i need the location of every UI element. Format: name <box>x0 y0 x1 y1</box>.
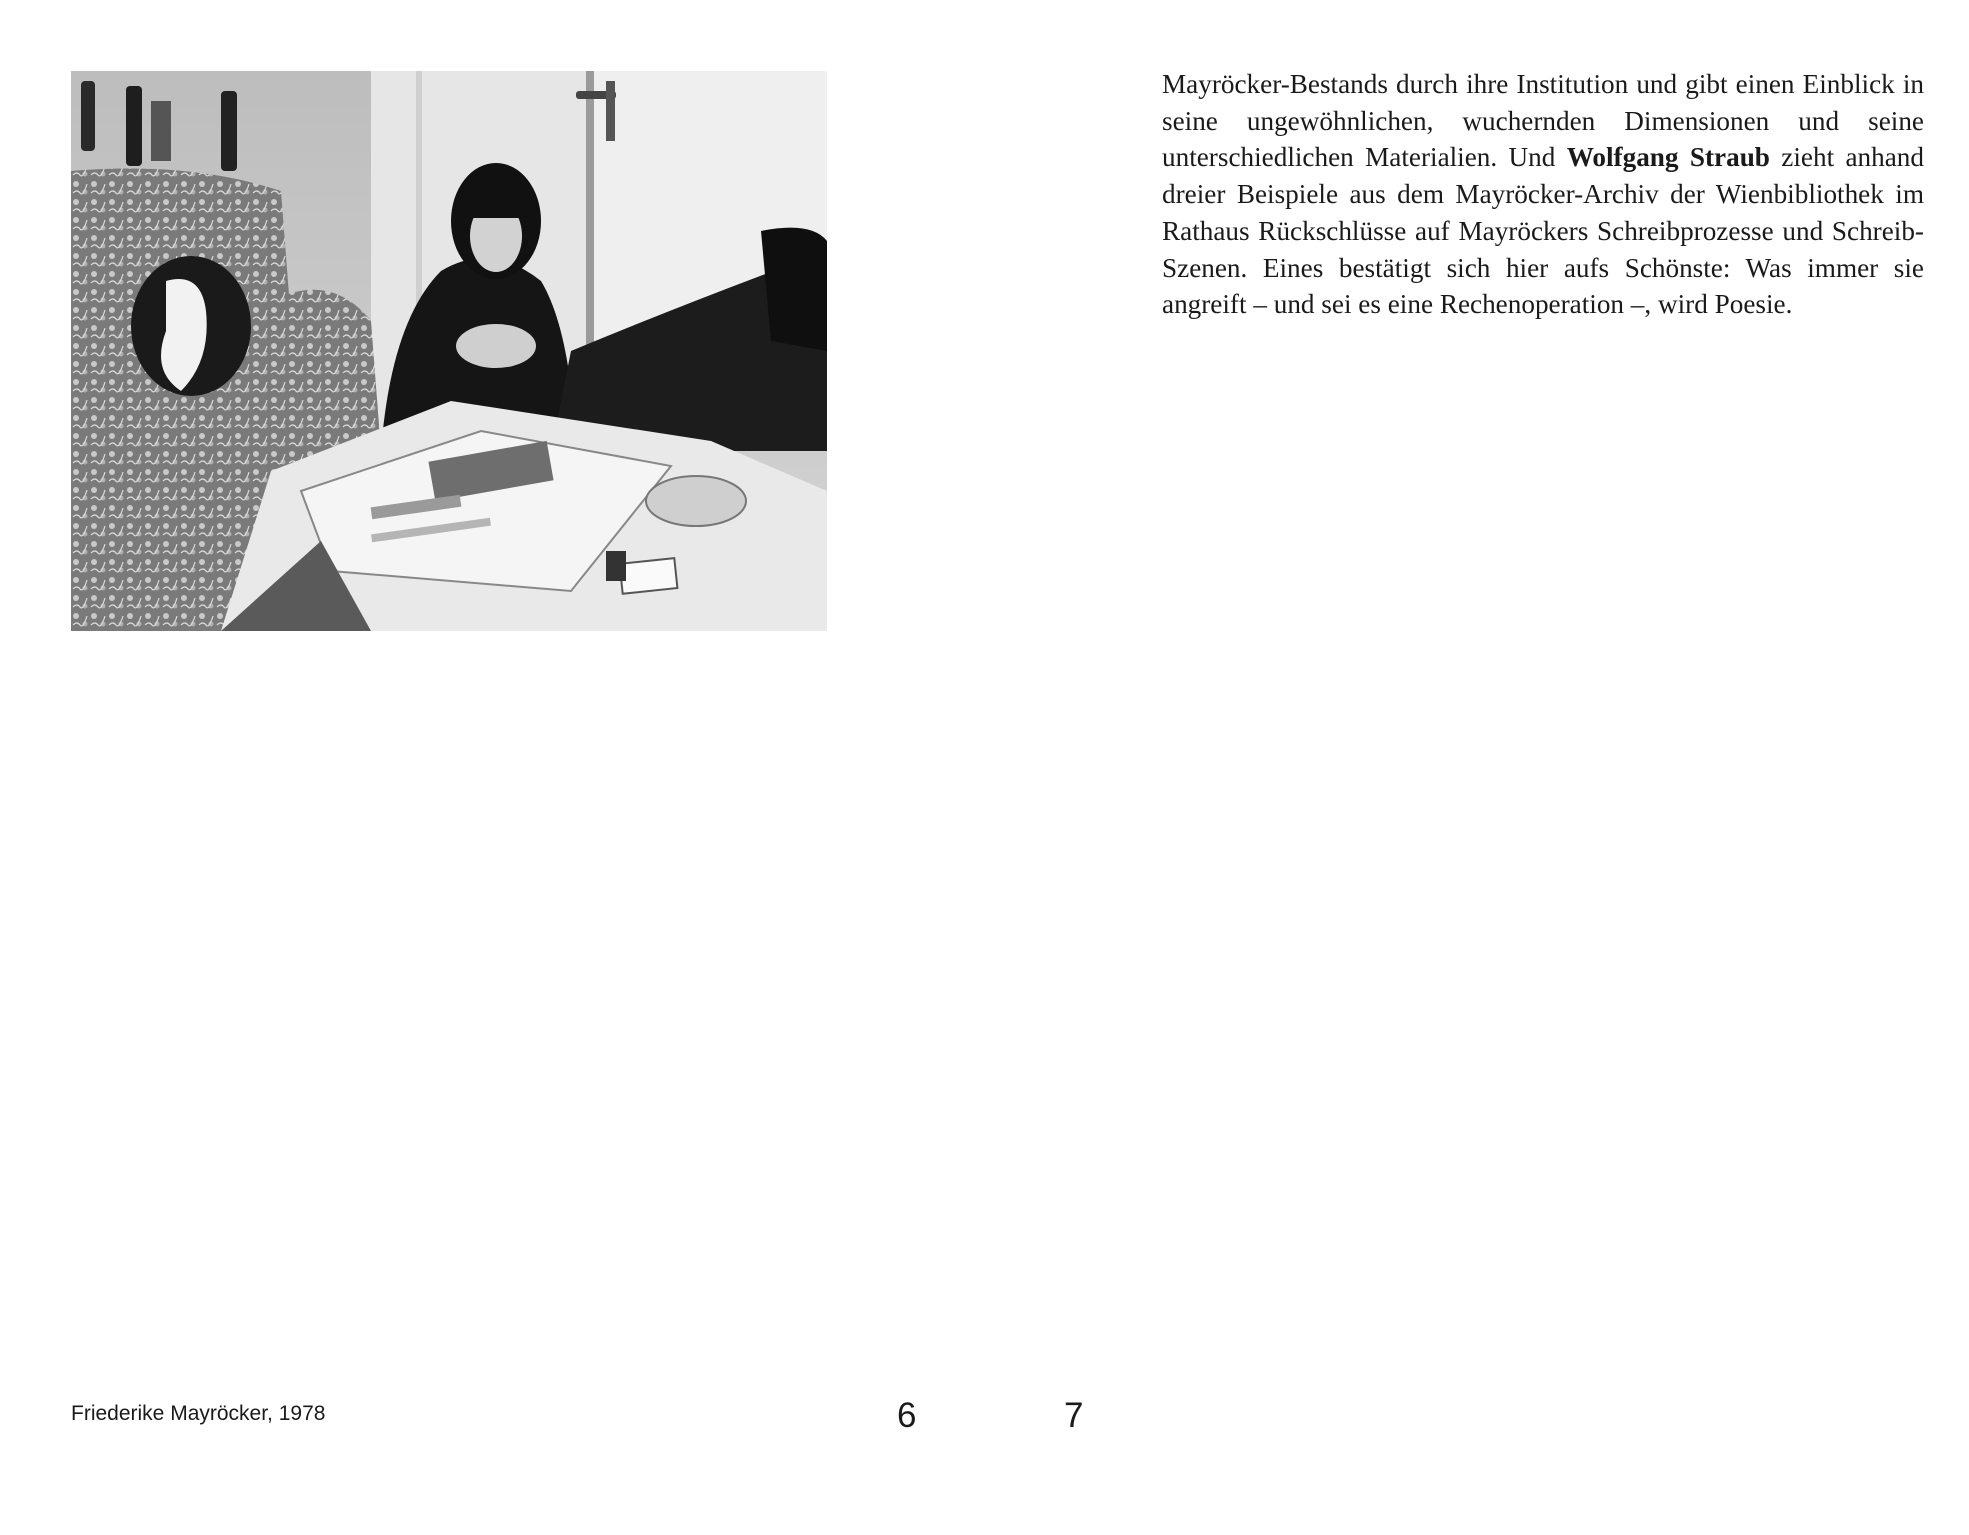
page-number-right: 7 <box>1064 1396 1084 1435</box>
photograph <box>71 71 827 631</box>
photo-caption: Friederike Mayröcker, 1978 <box>71 1402 326 1425</box>
paragraph-text-part1: Mayröcker-Bestands durch ihre Institution und gibt einen Einblick in seine ungewöhnlichen, wuchernden Dimensionen und seine unterschiedlichen Materialien. Und <box>1162 69 1924 173</box>
author-name-bold: Wolfgang Straub <box>1566 142 1770 173</box>
body-paragraph <box>1162 66 1924 323</box>
photo-image <box>71 71 827 631</box>
page-number-left: 6 <box>897 1396 917 1435</box>
paragraph-text-part2: zieht anhand dreier Beispiele aus dem Mayröcker-Archiv der Wienbibliothek im Rathaus Rückschlüsse auf Mayröckers Schreibprozesse und Schreib-Szenen. Eines bestätigt sich hier aufs Schönste: Was immer sie angreift – und sei es eine Rechenoperation –, wird Poesie. <box>1162 142 1924 320</box>
